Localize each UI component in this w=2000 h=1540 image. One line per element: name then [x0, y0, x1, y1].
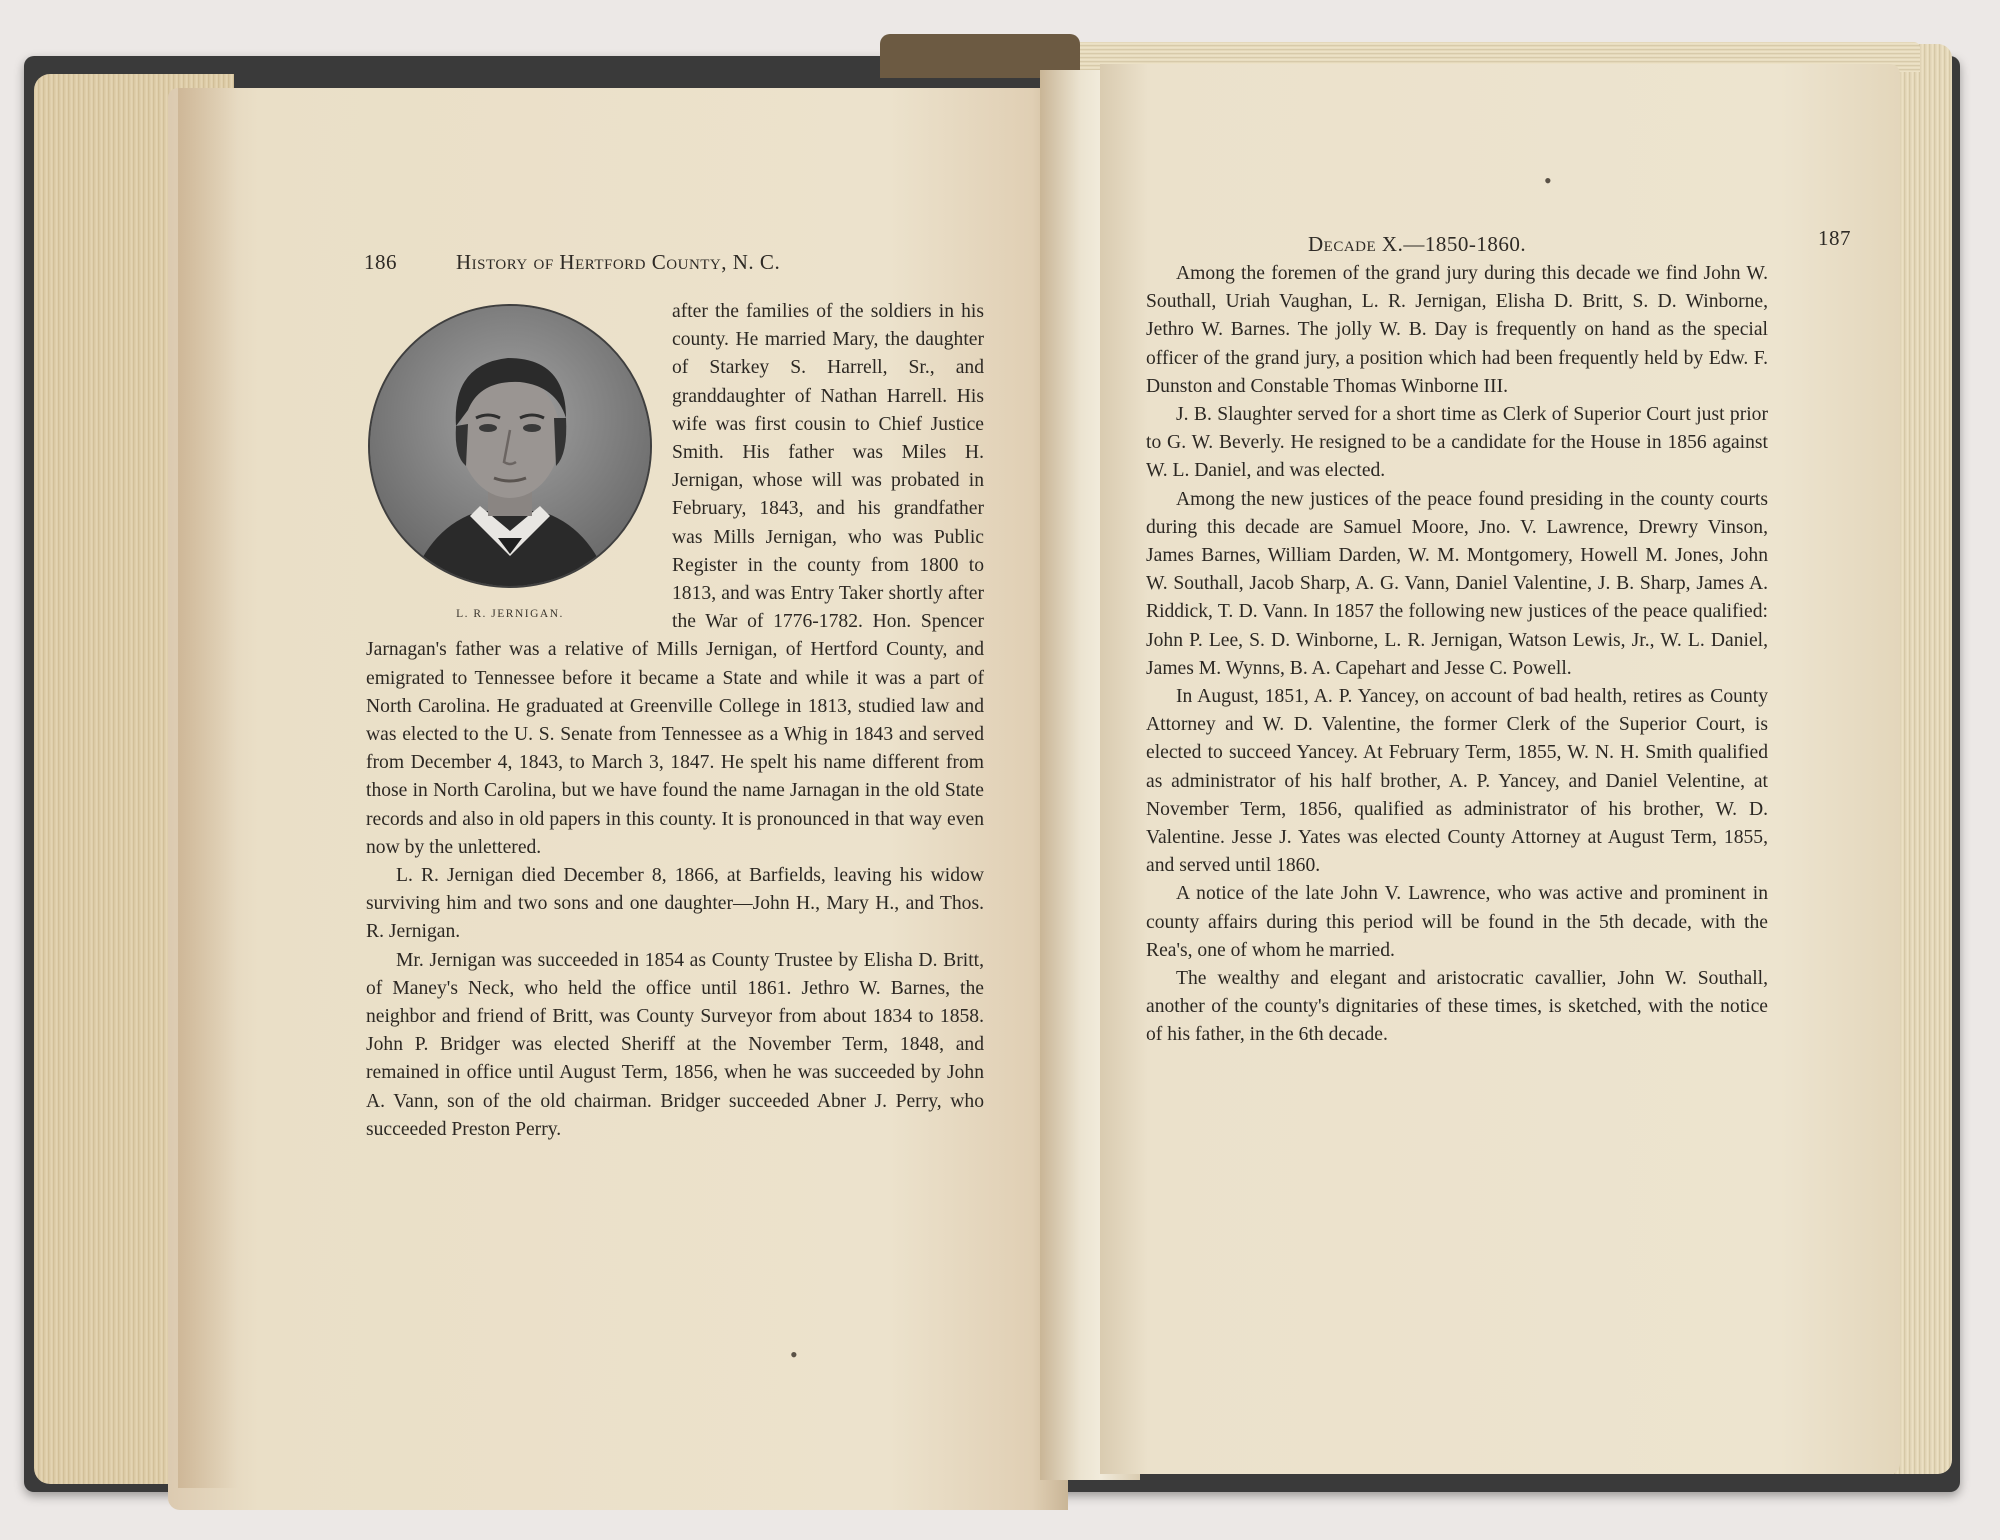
right-paragraph-1: Among the foremen of the grand jury during this decade we find John W. Southall, Uriah Vaughan, L. R. Jernigan, Elisha D. Britt, S. D. Winborne, Jethro W. Barnes. The jolly W. B. Day is frequently on hand as the special officer of the grand jury, a position which had been frequently held by Edw. F. Dunston and Constable Thomas Winborne III.: [1146, 263, 1768, 397]
right-paragraph-2: J. B. Slaughter served for a short time as Clerk of Superior Court just prior to G. W. Beverly. He resigned to be a candidate for the House in 1856 against W. L. Daniel, and was elected.: [1146, 404, 1768, 482]
left-paragraph-2: L. R. Jernigan died December 8, 1866, at Barfields, leaving his widow surviving him and two sons and one daughter—John H., Mary H., and Thos. R. Jernigan.: [366, 865, 984, 943]
left-page-body: [366, 298, 984, 1144]
left-paragraph-3: Mr. Jernigan was succeeded in 1854 as County Trustee by Elisha D. Britt, of Maney's Neck, who held the office until 1861. Jethro W. Barnes, the neighbor and friend of Britt, was County Surveyor from about 1834 to 1858. John P. Bridger was elected Sheriff at the November Term, 1848, and remained in office until August Term, 1856, when he was succeeded by John A. Vann, son of the old chairman. Bridger succeeded Abner J. Perry, who succeeded Preston Perry.: [366, 949, 984, 1140]
right-paragraph-6: The wealthy and elegant and aristocratic cavallier, John W. Southall, another of the county's dignitaries of these times, is sketched, with the notice of his father, in the 6th decade.: [1146, 968, 1768, 1046]
portrait-caption: L. R. JERNIGAN.: [456, 608, 564, 620]
left-paragraph-1: after the families of the soldiers in his county. He married Mary, the daughter of Starkey S. Harrell, Sr., and granddaughter of Nathan Harrell. His wife was first cousin to Chief Justice Smith. His father was Miles H. Jernigan, whose will was probated in February, 1843, and his grandfather was Mills Jernigan, who was Public Register in the county from 1800 to 1813, and was Entry Taker shortly after the War of 1776-1782. Hon. Spencer Jarnagan's father was a relative of Mills Jernigan, of Hertford County, and emigrated to Tennessee before it became a State and while it was a part of North Carolina. He graduated at Greenville College in 1813, studied law and was elected to the U. S. Senate from Tennessee as a Whig in 1843 and served from December 4, 1843, to March 3, 1847. He spelt his name different from those in North Carolina, but we have found the name Jarnagan in the old State records and also in old papers in this county. It is pronounced in that way even now by the unlettered.: [366, 301, 984, 858]
portrait-engraving: [370, 306, 650, 586]
left-running-title: History of Hertford County, N. C.: [456, 250, 781, 274]
page-stain: [178, 88, 238, 1488]
right-page-body: [1146, 260, 1768, 1050]
right-running-title: Decade X.—1850-1860.: [1308, 232, 1527, 256]
portrait-figure: [360, 304, 660, 634]
right-page: [1100, 64, 1900, 1474]
right-page-number: 187: [1818, 226, 1851, 250]
portrait-image: [368, 304, 652, 588]
left-running-head: [364, 250, 964, 275]
left-page: [168, 88, 1068, 1510]
left-page-number: 186: [364, 250, 397, 274]
printer-mark-dot-top: •: [1544, 168, 1552, 193]
right-paragraph-4: In August, 1851, A. P. Yancey, on account of bad health, retires as County Attorney and W. D. Valentine, the former Clerk of the Superior Court, is elected to succeed Yancey. At February Term, 1855, W. N. H. Smith qualified as administrator of his half brother, A. P. Yancey, and Daniel Velentine, at November Term, 1856, qualified as administrator of his brother, W. D. Valentine. Jesse J. Yates was elected County Attorney at August Term, 1855, and served until 1860.: [1146, 686, 1768, 877]
right-running-head: [1308, 226, 1908, 257]
printer-mark-dot: •: [790, 1342, 798, 1367]
right-paragraph-3: Among the new justices of the peace found presiding in the county courts during this decade are Samuel Moore, Jno. V. Lawrence, Drewry Vinson, James Barnes, William Darden, W. M. Montgomery, Howell M. Jones, John W. Southall, Jacob Sharp, A. G. Vann, Daniel Valentine, J. B. Sharp, James A. Riddick, T. D. Vann. In 1857 the following new justices of the peace qualified: John P. Lee, S. D. Winborne, L. R. Jernigan, Watson Lewis, Jr., W. L. Daniel, James M. Wynns, B. A. Capehart and Jesse C. Powell.: [1146, 488, 1768, 679]
right-paragraph-5: A notice of the late John V. Lawrence, who was active and prominent in county affairs during this period will be found in the 5th decade, with the Rea's, one of whom he married.: [1146, 883, 1768, 961]
